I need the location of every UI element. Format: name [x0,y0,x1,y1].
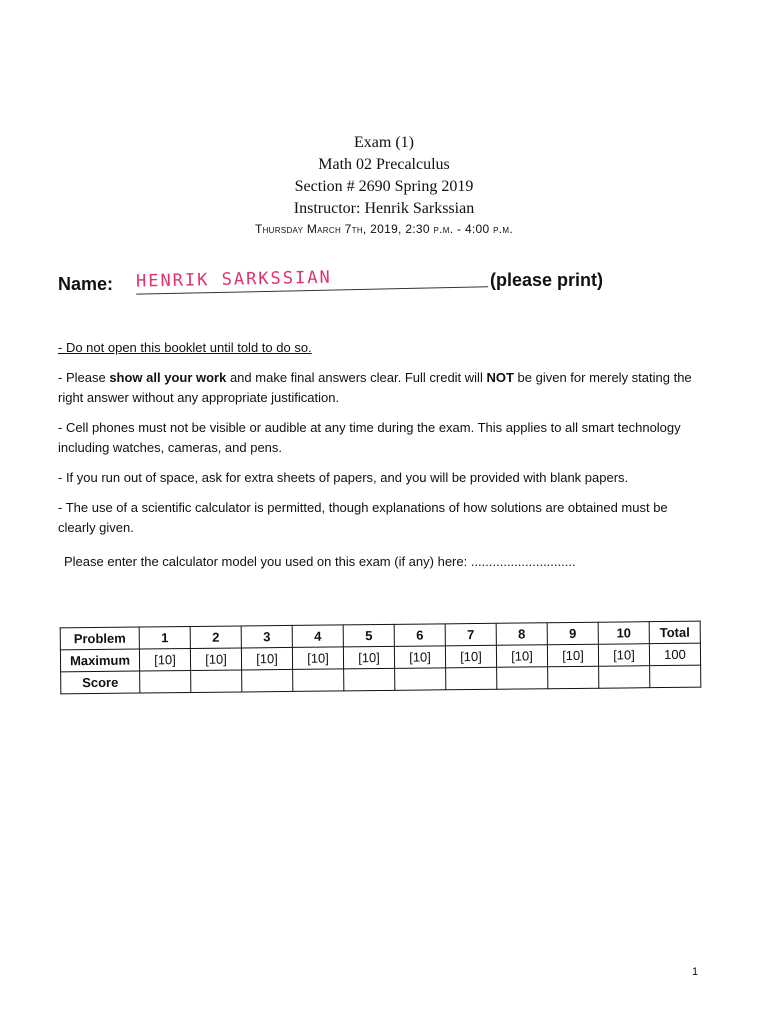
problem-2: 2 [190,626,241,649]
name-label: Name: [58,274,114,294]
problem-3: 3 [241,625,292,648]
handwritten-name[interactable]: HENRIK SARKSSIAN [136,264,488,294]
instruction-3: - Cell phones must not be visible or audible at any time during the exam. This applies to all smart technology including watches, cameras, and pens. [58,420,681,455]
score-cell-6[interactable] [395,668,446,691]
course-name: Math 02 Precalculus [318,156,450,173]
row-label-problem: Problem [60,627,139,650]
instruction-5: - The use of a scientific calculator is permitted, though explanations of how solutions are obtained must be clearly given. [58,500,668,535]
score-cell-9[interactable] [548,666,599,689]
max-10: [10] [598,644,649,667]
max-7: [10] [445,645,496,668]
max-6: [10] [394,646,445,669]
max-3: [10] [241,647,292,670]
instructor-name: Instructor: Henrik Sarkssian [293,200,475,217]
exam-header [0,132,768,236]
page-number: 1 [692,966,699,978]
max-4: [10] [292,647,343,670]
instruction-2: - Please show all your work and make final answers clear. Full credit will NOT be given for merely stating the right answer without any appropriate justification. [58,370,692,405]
max-1: [10] [139,648,190,671]
score-table [60,621,702,695]
max-2: [10] [190,648,241,671]
problem-1: 1 [139,626,190,649]
instructions [58,338,708,582]
score-cell-3[interactable] [242,669,293,692]
problem-8: 8 [496,623,547,646]
score-cell-total[interactable] [650,665,701,688]
section-info: Section # 2690 Spring 2019 [294,178,474,195]
max-5: [10] [343,646,394,669]
problem-5: 5 [343,624,394,647]
problem-4: 4 [292,625,343,648]
exam-title: Exam (1) [354,134,414,151]
instruction-1: - Do not open this booklet until told to do so. [58,340,312,355]
score-cell-7[interactable] [446,667,497,690]
max-8: [10] [496,645,547,668]
score-cell-5[interactable] [344,668,395,691]
problem-total: Total [649,621,700,644]
score-cell-1[interactable] [140,670,191,693]
score-cell-8[interactable] [497,667,548,690]
problem-9: 9 [547,622,598,645]
instruction-4: - If you run out of space, ask for extra sheets of papers, and you will be provided with blank papers. [58,470,629,485]
print-hint: (please print) [490,270,604,290]
calculator-prompt[interactable]: Please enter the calculator model you used on this exam (if any) here: ............................. [64,554,576,569]
score-cell-10[interactable] [599,666,650,689]
max-9: [10] [547,644,598,667]
score-cell-2[interactable] [191,670,242,693]
problem-7: 7 [445,623,496,646]
max-total: 100 [649,643,700,666]
problem-6: 6 [394,624,445,647]
score-cell-4[interactable] [293,669,344,692]
row-label-maximum: Maximum [60,649,139,672]
row-label-score: Score [61,671,140,694]
problem-10: 10 [598,622,649,645]
exam-datetime: Thursday March 7th, 2019, 2:30 p.m. - 4:00 p.m. [254,222,514,236]
